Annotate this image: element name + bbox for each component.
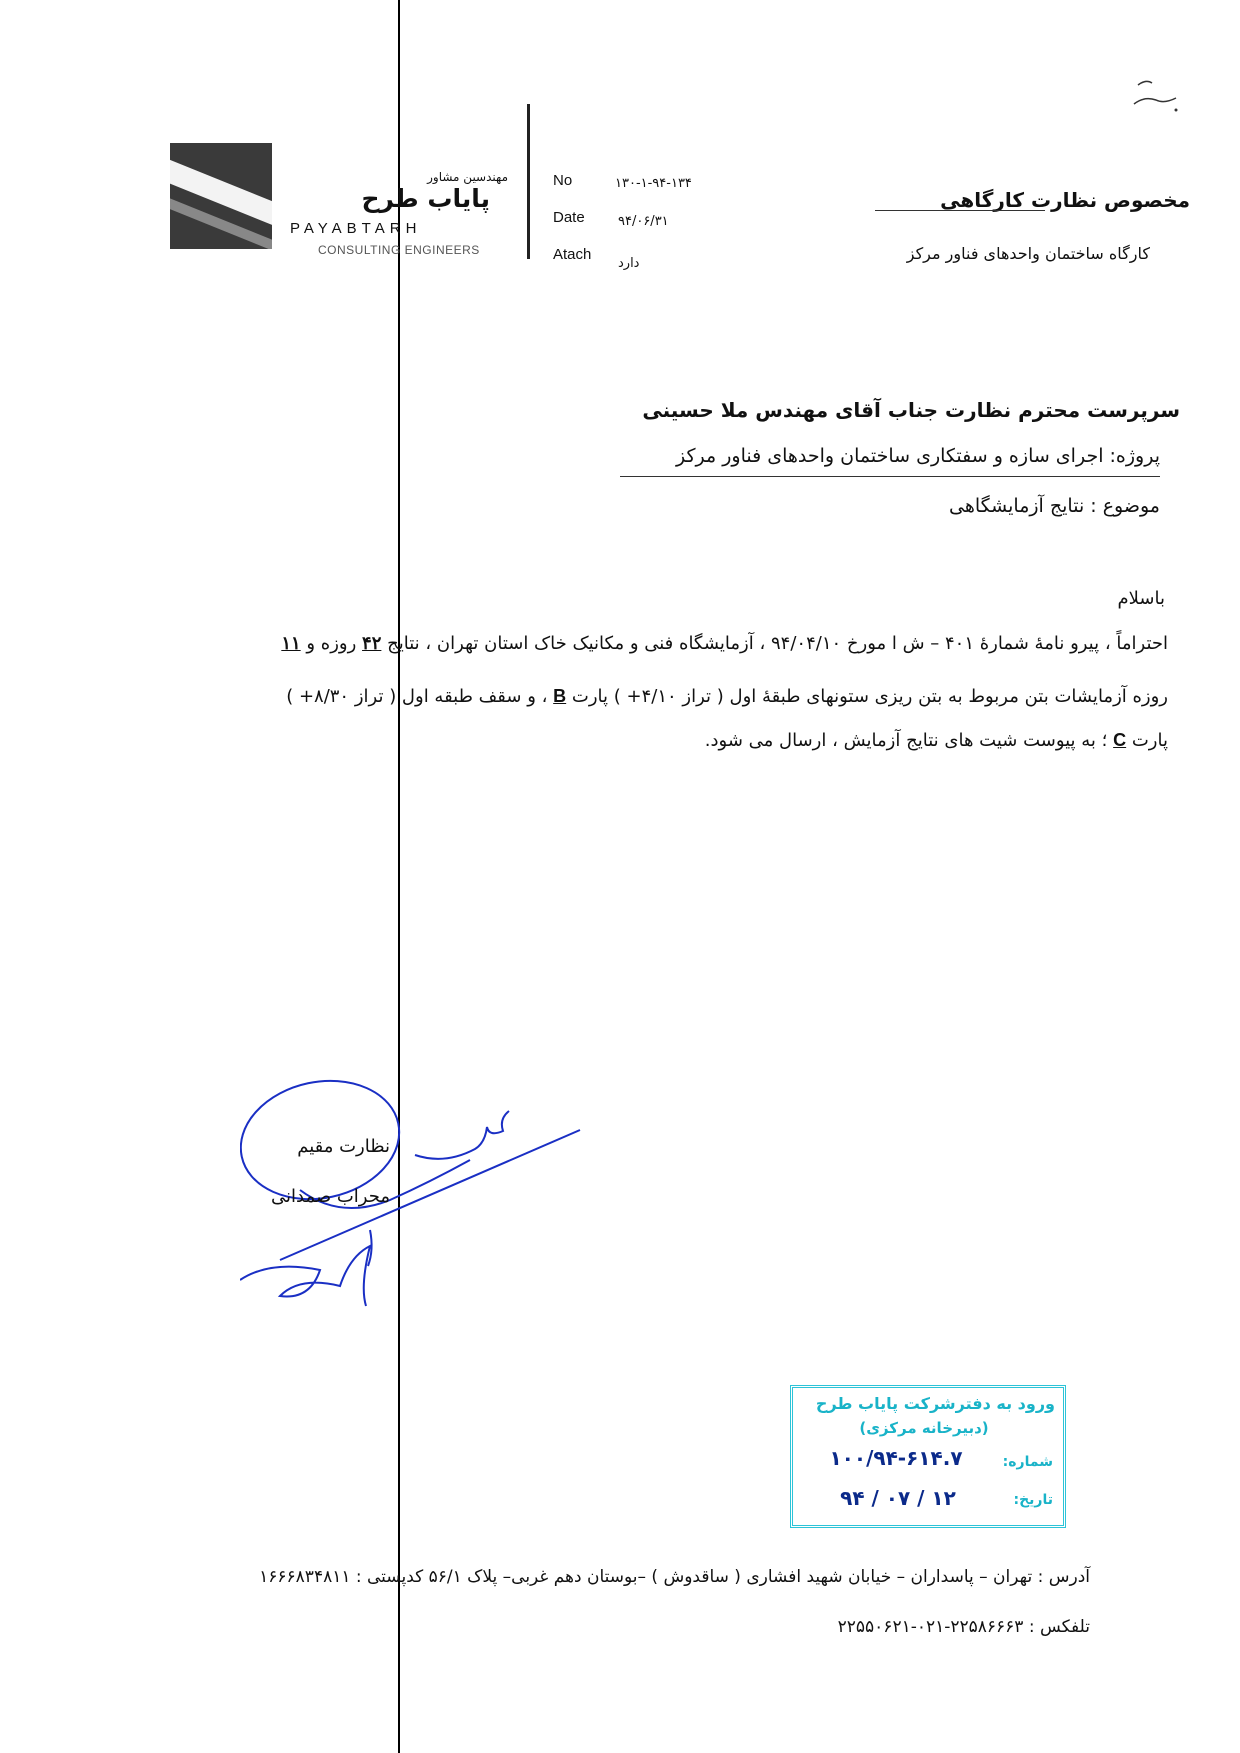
stamp-date-value: ۹۴ / ۰۷ / ۱۲	[840, 1486, 956, 1510]
logo-persian-name: پایاب طرح	[361, 184, 490, 213]
body-paragraph-line-2	[150, 686, 1168, 707]
days-value: ۴۲	[362, 633, 382, 653]
signatory-name: محراب صمدانی	[270, 1186, 390, 1207]
company-logo-mark	[170, 143, 272, 249]
letter-number-value: ۱۳۰-۱-۹۴-۱۳۴	[615, 176, 692, 191]
body-text: ، و سقف طبقه اول ( تراز ۸/۳۰+ )	[286, 686, 548, 707]
scan-artifact-line	[398, 0, 400, 1753]
stamp-subtitle: (دبیرخانه مرکزی)	[859, 1419, 989, 1437]
subject-line: موضوع : نتایج آزمایشگاهی	[949, 495, 1160, 517]
signatory-role: نظارت مقیم	[297, 1136, 390, 1157]
attachment-value: دارد	[618, 256, 640, 271]
attachment-label: Atach	[553, 246, 592, 263]
logo-english-subtitle: CONSULTING ENGINEERS	[318, 243, 480, 257]
letter-date-label: Date	[553, 209, 585, 226]
department-title: مخصوص نظارت کارگاهی	[940, 188, 1190, 212]
body-paragraph-line-1	[150, 633, 1168, 654]
letter-number-label: No	[553, 172, 573, 189]
greeting: باسلام	[1117, 588, 1165, 609]
registry-stamp	[790, 1385, 1066, 1528]
part-code: B	[553, 686, 567, 706]
part-code: C	[1113, 730, 1127, 750]
stamp-number-label: شماره:	[1002, 1454, 1053, 1470]
site-name: کارگاه ساختمان واحدهای فناور مرکز	[906, 244, 1150, 263]
company-telfax: تلفکس : ۲۲۵۸۶۶۶۳-۰۲۱-۲۲۵۵۰۶۲۱	[837, 1617, 1090, 1637]
body-text: روزه آزمایشات بتن مربوط به بتن ریزی ستونهای طبقهٔ اول ( تراز ۴/۱۰+ ) پارت	[571, 686, 1168, 707]
body-text: پارت	[1131, 730, 1168, 751]
days-value: ۱۱	[281, 633, 301, 653]
body-text: روزه و	[306, 633, 357, 654]
project-line: پروژه: اجرای سازه و سفتکاری ساختمان واحدهای فناور مرکز	[676, 445, 1160, 467]
project-underline	[620, 476, 1160, 477]
body-paragraph-line-3	[150, 730, 1168, 751]
logo-persian-subtitle: مهندسین مشاور	[427, 170, 508, 184]
corner-handwritten-mark	[1128, 70, 1188, 120]
recipient-line: سرپرست محترم نظارت جناب آقای مهندس ملا حسینی	[642, 398, 1180, 422]
company-address: آدرس : تهران – پاسداران – خیابان شهید افشاری ( ساقدوش ) –بوستان دهم غربی– پلاک ۵۶/۱ کدپستی : ۱۶۶۶۸۳۴۸۱۱	[259, 1567, 1090, 1587]
stamp-number-value: ۱۰۰/۹۴-۶۱۴.۷	[829, 1446, 963, 1470]
logo-english-name: PAYABTARH	[290, 220, 422, 237]
stamp-title: ورود به دفترشرکت پایاب طرح	[815, 1394, 1055, 1413]
header-divider	[527, 104, 530, 259]
department-underline	[875, 210, 1045, 211]
letter-date-value: ۹۴/۰۶/۳۱	[618, 214, 669, 229]
body-text: ؛ به پیوست شیت های نتایج آزمایش ، ارسال می شود.	[704, 730, 1108, 751]
body-text: احتراماً ، پیرو نامهٔ شمارهٔ ۴۰۱ – ش ا مورخ ۹۴/۰۴/۱۰ ، آزمایشگاه فنی و مکانیک خاک استان تهران ، نتایج	[387, 633, 1168, 654]
stamp-date-label: تاریخ:	[1013, 1492, 1053, 1508]
